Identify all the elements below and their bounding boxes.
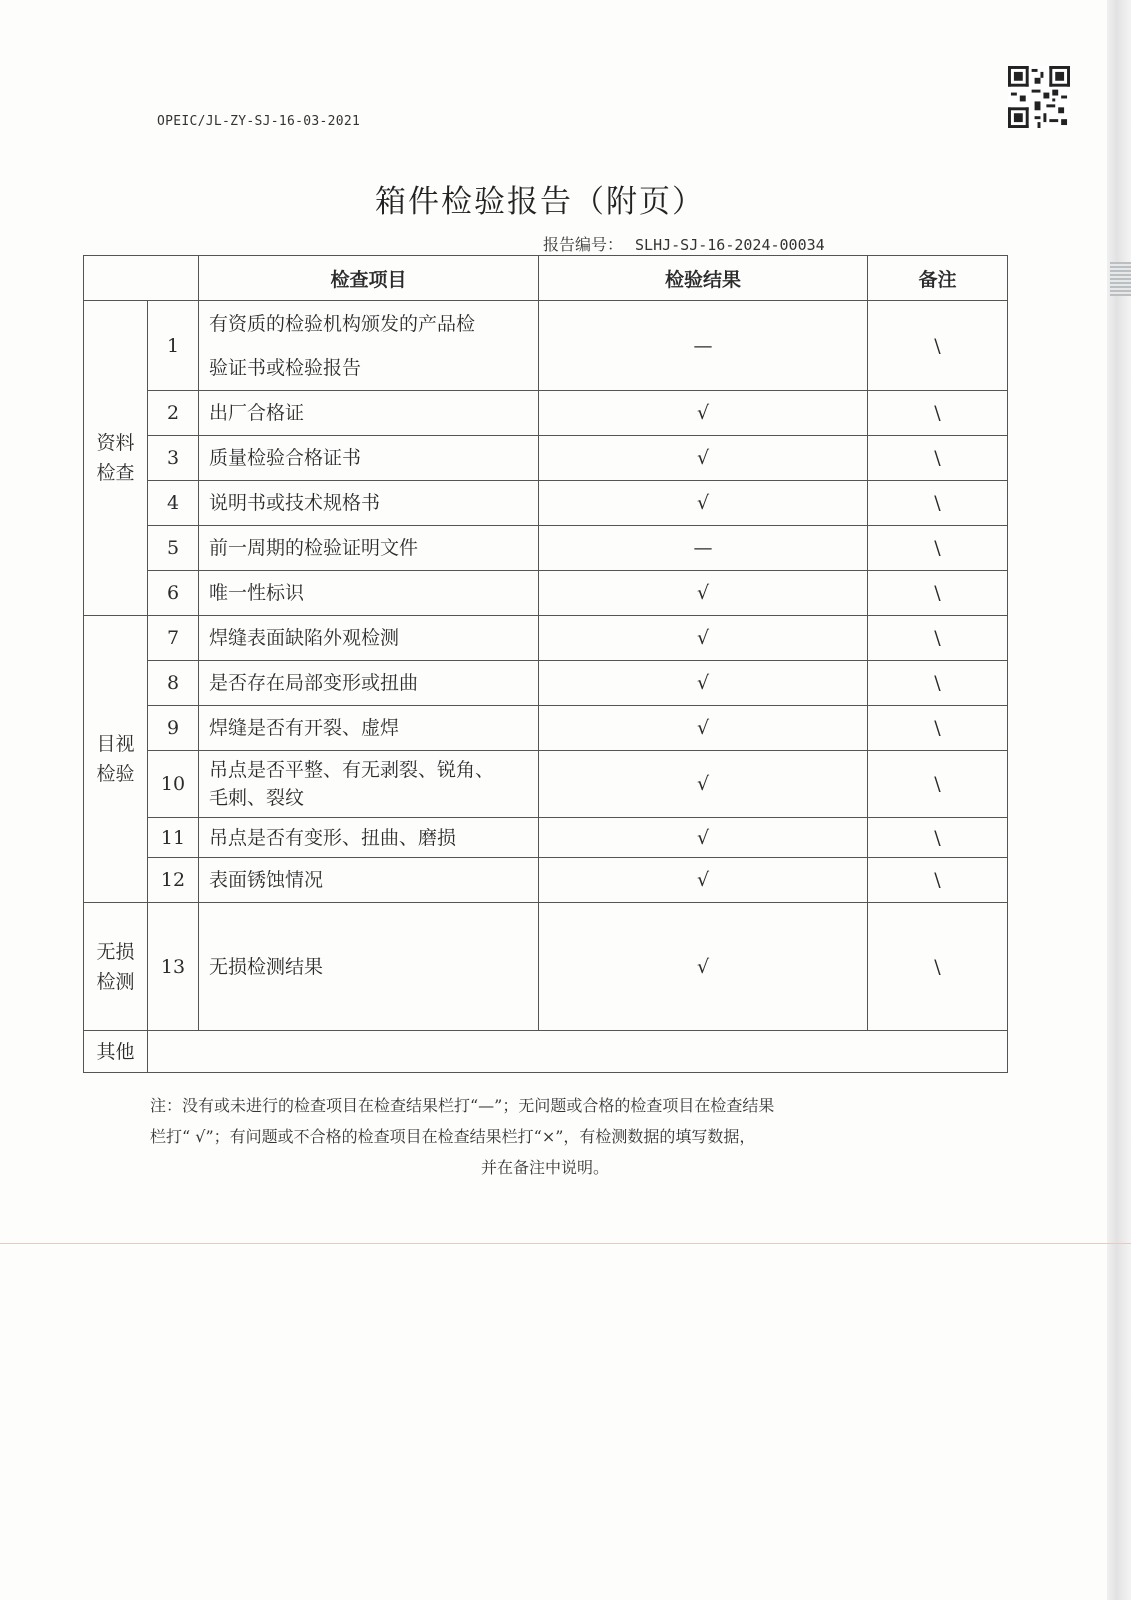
result-cell: √	[539, 903, 868, 1031]
table-row	[84, 858, 1008, 903]
inspection-item: 有资质的检验机构颁发的产品检 验证书或检验报告	[199, 301, 539, 391]
inspection-item: 焊缝是否有开裂、虚焊	[199, 706, 539, 751]
divider-line	[0, 1243, 1131, 1244]
table-row	[84, 391, 1008, 436]
table-row	[84, 818, 1008, 858]
row-number: 8	[148, 661, 199, 706]
result-cell: √	[539, 751, 868, 818]
notes	[150, 1090, 940, 1183]
remark-cell: \	[868, 301, 1008, 391]
category-other: 其他	[84, 1031, 148, 1073]
remark-cell: \	[868, 391, 1008, 436]
header-blank-cell	[84, 256, 199, 301]
scan-artifact	[1110, 262, 1131, 296]
note-line-2: 栏打“ √”；有问题或不合格的检查项目在检查结果栏打“×”，有检测数据的填写数据，	[150, 1127, 756, 1146]
inspection-item: 说明书或技术规格书	[199, 481, 539, 526]
scan-edge	[1107, 0, 1131, 1600]
result-cell: √	[539, 706, 868, 751]
result-cell: √	[539, 436, 868, 481]
inspection-item: 焊缝表面缺陷外观检测	[199, 616, 539, 661]
inspection-item: 质量检验合格证书	[199, 436, 539, 481]
table-row	[84, 436, 1008, 481]
row-number: 7	[148, 616, 199, 661]
remark-cell: \	[868, 818, 1008, 858]
column-header-item: 检查项目	[199, 256, 539, 301]
inspection-item: 吊点是否有变形、扭曲、磨损	[199, 818, 539, 858]
remark-cell: \	[868, 616, 1008, 661]
remark-cell: \	[868, 706, 1008, 751]
table-row	[84, 751, 1008, 818]
inspection-item: 唯一性标识	[199, 571, 539, 616]
inspection-item: 吊点是否平整、有无剥裂、锐角、 毛刺、裂纹	[199, 751, 539, 818]
row-number: 1	[148, 301, 199, 391]
result-cell: √	[539, 818, 868, 858]
qr-code	[1008, 66, 1070, 128]
result-cell: —	[539, 526, 868, 571]
table-row	[84, 571, 1008, 616]
remark-cell: \	[868, 571, 1008, 616]
result-cell: √	[539, 391, 868, 436]
row-number: 5	[148, 526, 199, 571]
row-number: 4	[148, 481, 199, 526]
remark-cell: \	[868, 481, 1008, 526]
row-number: 3	[148, 436, 199, 481]
inspection-item: 是否存在局部变形或扭曲	[199, 661, 539, 706]
inspection-item: 前一周期的检验证明文件	[199, 526, 539, 571]
remark-cell: \	[868, 751, 1008, 818]
row-number: 6	[148, 571, 199, 616]
report-number	[543, 232, 825, 255]
report-number-value: SLHJ-SJ-16-2024-00034	[635, 236, 825, 254]
table-header-row	[84, 256, 1008, 301]
result-cell: √	[539, 481, 868, 526]
note-line-1: 注：没有或未进行的检查项目在检查结果栏打“—”；无问题或合格的检查项目在检查结果	[150, 1096, 775, 1115]
row-number: 9	[148, 706, 199, 751]
row-number: 11	[148, 818, 199, 858]
table-row	[84, 706, 1008, 751]
note-line-3: 并在备注中说明。	[480, 1158, 609, 1177]
column-header-remark: 备注	[868, 256, 1008, 301]
table-row	[84, 481, 1008, 526]
inspection-item: 表面锈蚀情况	[199, 858, 539, 903]
inspection-item: 无损检测结果	[199, 903, 539, 1031]
table-row	[84, 903, 1008, 1031]
table-row	[84, 526, 1008, 571]
inspection-item: 出厂合格证	[199, 391, 539, 436]
category-docs: 资料 检查	[84, 301, 148, 616]
remark-cell: \	[868, 903, 1008, 1031]
remark-cell: \	[868, 436, 1008, 481]
category-ndt: 无损 检测	[84, 903, 148, 1031]
row-number: 13	[148, 903, 199, 1031]
row-number: 12	[148, 858, 199, 903]
remark-cell: \	[868, 858, 1008, 903]
table-row	[84, 661, 1008, 706]
table-row	[84, 301, 1008, 391]
table-row	[84, 616, 1008, 661]
table-row-other	[84, 1031, 1008, 1073]
other-content-cell	[148, 1031, 1008, 1073]
result-cell: √	[539, 661, 868, 706]
result-cell: —	[539, 301, 868, 391]
row-number: 10	[148, 751, 199, 818]
result-cell: √	[539, 571, 868, 616]
report-number-label: 报告编号：	[543, 235, 624, 254]
page-title: 箱件检验报告（附页）	[375, 184, 705, 220]
column-header-result: 检验结果	[539, 256, 868, 301]
category-visual: 目视 检验	[84, 616, 148, 903]
remark-cell: \	[868, 526, 1008, 571]
result-cell: √	[539, 858, 868, 903]
inspection-table	[83, 255, 1008, 1073]
document-code: OPEIC/JL-ZY-SJ-16-03-2021	[157, 114, 361, 129]
result-cell: √	[539, 616, 868, 661]
row-number: 2	[148, 391, 199, 436]
remark-cell: \	[868, 661, 1008, 706]
